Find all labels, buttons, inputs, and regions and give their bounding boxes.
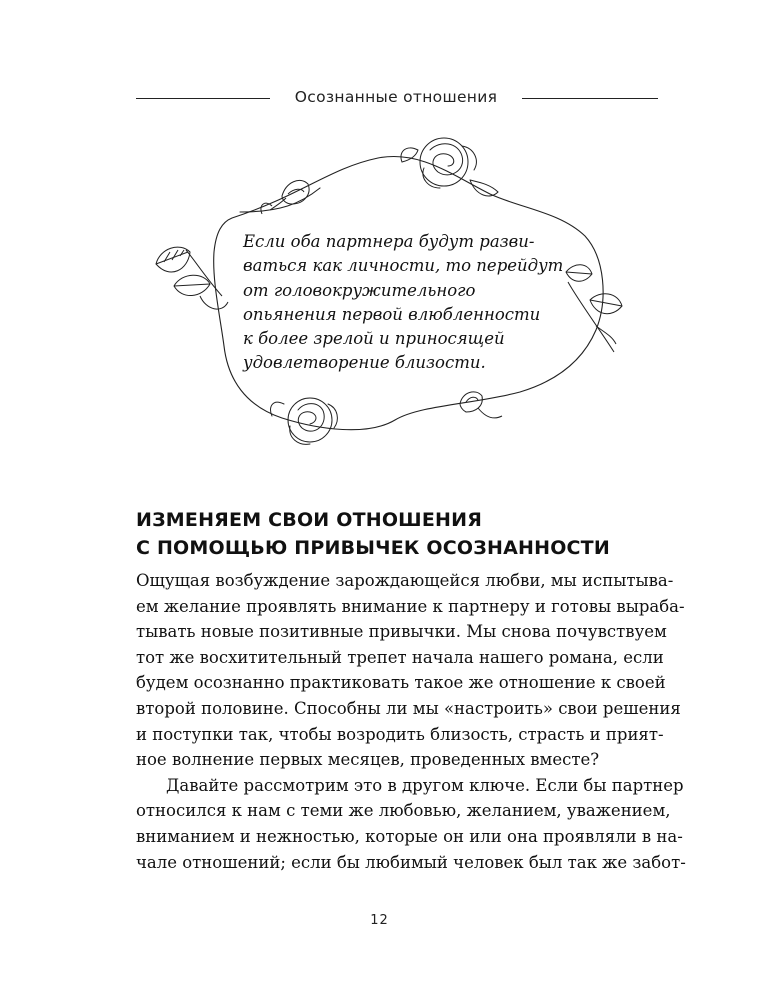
- rose-icon-bottom: [271, 398, 338, 444]
- paragraph-2-line: относился к нам с теми же любовью, желанием, уважением,: [136, 801, 671, 821]
- paragraph-1-line: будем осознанно практиковать такое же отношение к своей: [136, 673, 666, 693]
- pull-quote: [243, 230, 573, 376]
- pull-quote-line: от головокружительного: [243, 280, 476, 300]
- pull-quote-line: ваться как личности, то перейдут: [243, 256, 564, 276]
- paragraph-2-line: вниманием и нежностью, которые он или она проявляли в на-: [136, 826, 683, 846]
- section-heading-line: ИЗМЕНЯЕМ СВОИ ОТНОШЕНИЯ: [136, 509, 483, 531]
- pull-quote-line: к более зрелой и приносящей: [243, 329, 505, 349]
- paragraph-1-line: тот же восхитительный трепет начала нашего романа, если: [136, 647, 664, 667]
- pull-quote-line: удовлетворение близости.: [243, 353, 486, 373]
- section-heading: [136, 506, 656, 562]
- paragraph-2-line: Давайте рассмотрим это в другом ключе. Если бы партнер: [166, 775, 684, 795]
- body-text: [136, 568, 686, 875]
- rosebud-icon-top-left: [261, 180, 309, 214]
- paragraph-1-line: и поступки так, чтобы возродить близость, страсть и прият-: [136, 724, 664, 744]
- header-rule-left: [136, 98, 270, 99]
- running-header: [136, 84, 658, 114]
- section-heading-line: С ПОМОЩЬЮ ПРИВЫЧЕК ОСОЗНАННОСТИ: [136, 537, 610, 559]
- paragraph-1-line: Ощущая возбуждение зарождающейся любви, мы испытыва-: [136, 571, 674, 590]
- leaves-icon-left: [156, 247, 228, 309]
- paragraph-1-line: ное волнение первых месяцев, проведенных вместе?: [136, 750, 600, 770]
- paragraph-1-line: тывать новые позитивные привычки. Мы снова почувствуем: [136, 622, 667, 642]
- pull-quote-line: Если оба партнера будут разви-: [243, 232, 535, 251]
- quote-blob-inner-loop: [240, 188, 320, 212]
- page-number: 12: [370, 913, 389, 928]
- paragraph-1-line: второй половине. Способны ли мы «настроить» свои решения: [136, 698, 681, 718]
- rose-icon-top: [401, 138, 498, 196]
- header-rule-right: [522, 98, 658, 99]
- pull-quote-line: опьянения первой влюбленности: [243, 304, 541, 324]
- leaves-icon-right: [566, 265, 622, 352]
- paragraph-2-line: чале отношений; если бы любимый человек был так же забот-: [136, 852, 686, 872]
- rosebud-icon-bottom-right: [460, 392, 502, 418]
- paragraph-1-line: ем желание проявлять внимание к партнеру и готовы выраба-: [136, 596, 685, 616]
- running-header-title: Осознанные отношения: [294, 88, 498, 106]
